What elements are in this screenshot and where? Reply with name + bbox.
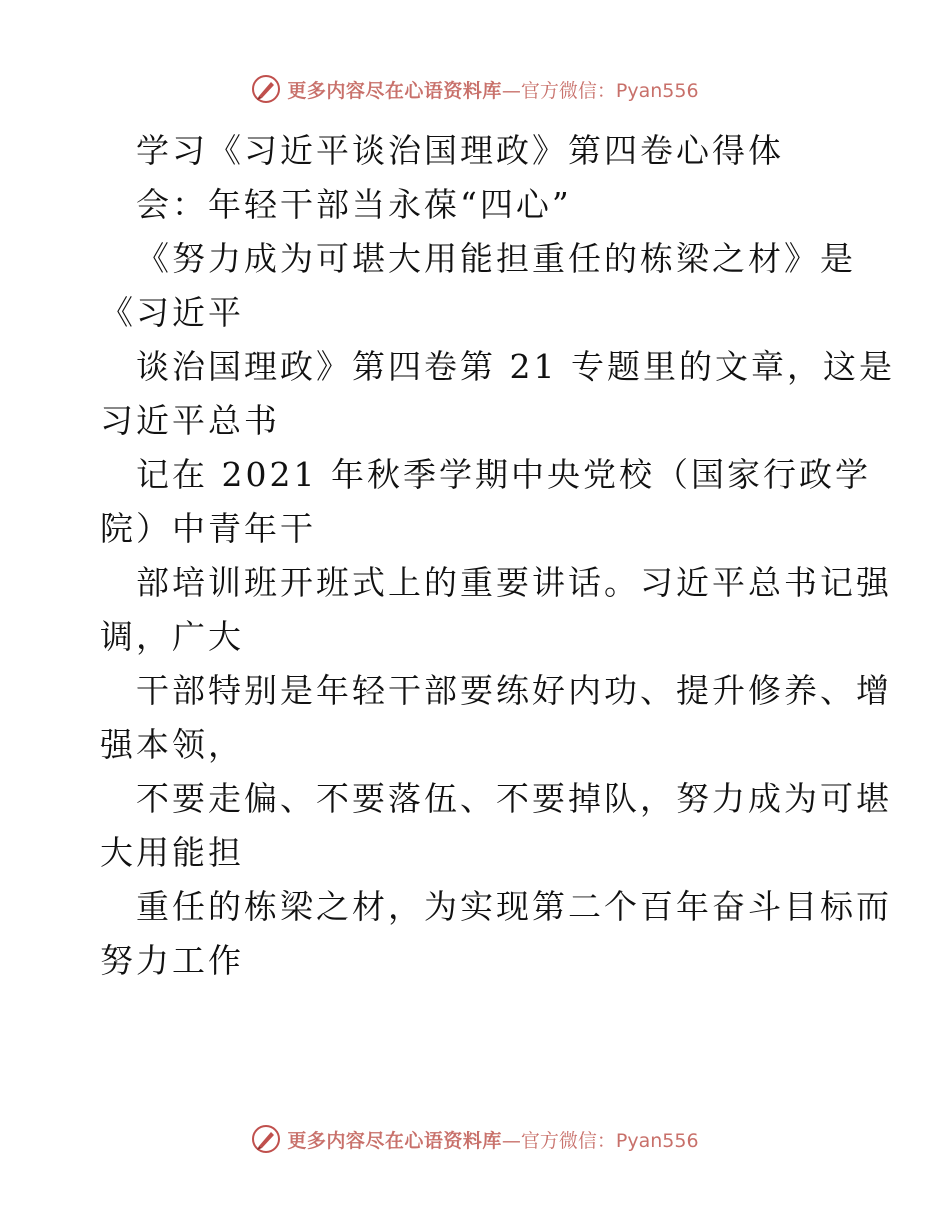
pen-logo-icon	[251, 1124, 281, 1154]
title-line-1: 学习《习近平谈治国理政》第四卷心得体	[136, 131, 784, 170]
body-line-9: 干部特别是年轻干部要练好内功、提升修养、增	[136, 671, 892, 710]
document-body	[100, 124, 895, 988]
body-line-2: 《习近平	[100, 293, 244, 332]
body-line-6: 院）中青年干	[100, 509, 316, 548]
footer-banner	[0, 1124, 950, 1154]
banner-sub-text: —官方微信：Pyan556	[501, 1129, 699, 1152]
banner-main-text: 更多内容尽在心语资料库	[287, 79, 502, 102]
banner-sub-text: —官方微信：Pyan556	[501, 79, 699, 102]
pen-logo-icon	[251, 74, 281, 104]
body-line-4: 习近平总书	[100, 401, 280, 440]
body-line-8: 调，广大	[100, 617, 244, 656]
title-line-2: 会：年轻干部当永葆“四心”	[136, 185, 572, 224]
body-line-1: 《努力成为可堪大用能担重任的栋梁之材》是	[136, 239, 856, 278]
body-line-11: 不要走偏、不要落伍、不要掉队，努力成为可堪	[136, 779, 892, 818]
body-line-10: 强本领，	[100, 725, 244, 764]
body-line-13: 重任的栋梁之材，为实现第二个百年奋斗目标而	[136, 887, 892, 926]
body-line-14: 努力工作	[100, 941, 244, 980]
body-line-5: 记在 2021 年秋季学期中央党校（国家行政学	[136, 455, 871, 494]
body-line-12: 大用能担	[100, 833, 244, 872]
body-line-7: 部培训班开班式上的重要讲话。习近平总书记强	[136, 563, 892, 602]
body-line-3: 谈治国理政》第四卷第 21 专题里的文章，这是	[136, 347, 895, 386]
header-banner	[0, 74, 950, 104]
banner-main-text: 更多内容尽在心语资料库	[287, 1129, 502, 1152]
